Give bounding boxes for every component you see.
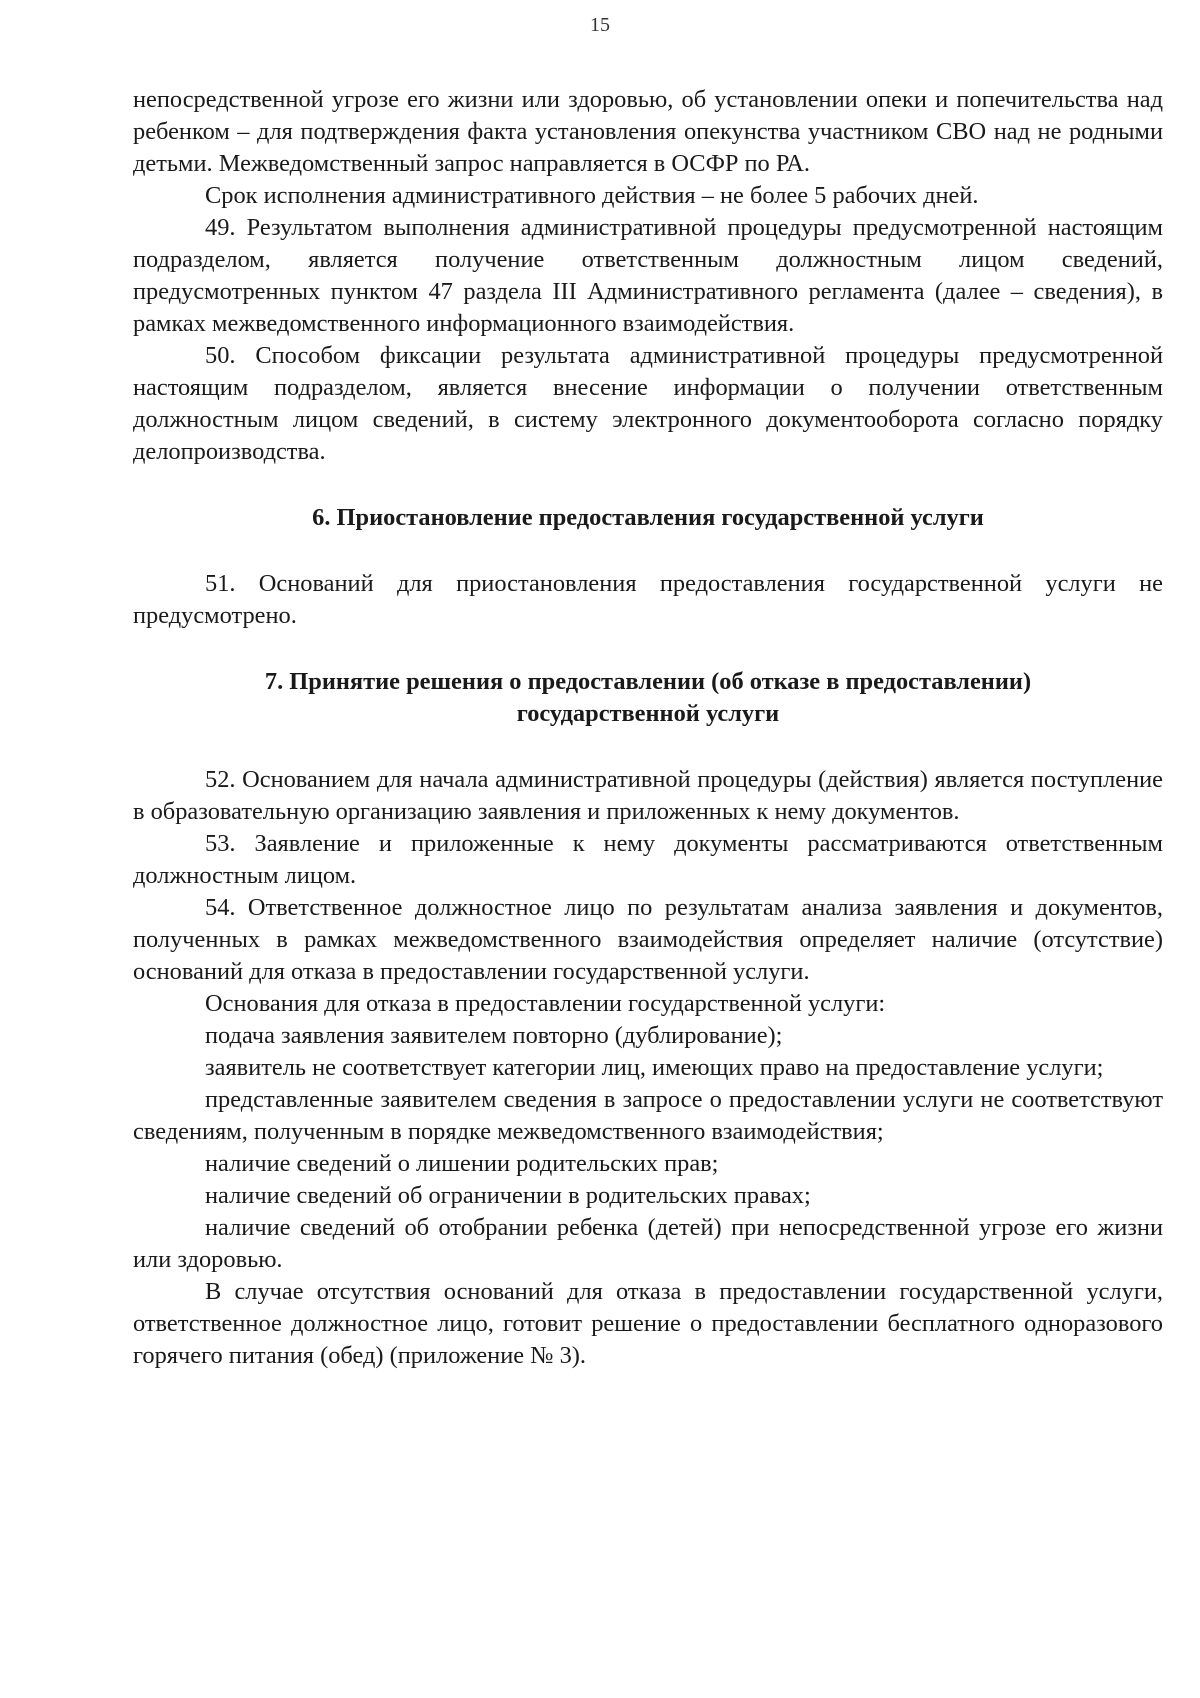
paragraph-refusal-grounds: Основания для отказа в предоставлении государственной услуги: [205, 990, 886, 1017]
paragraph-deadline: Срок исполнения административного действия – не более 5 рабочих дней. [205, 182, 979, 209]
list-item-removal: наличие сведений об отобрании ребенка (детей) при непосредственной угрозе его жизни или здоровью. [133, 1214, 1163, 1273]
list-item-mismatch: представленные заявителем сведения в запросе о предоставлении услуги не соответствуют сведениям, полученным в порядке межведомственного взаимодействия; [133, 1086, 1163, 1145]
paragraph-49: 49. Результатом выполнения административной процедуры предусмотренной настоящим подразделом, является получение ответственным должностным лицом сведений, предусмотренных пунктом 47 раздела III Административного регламента (далее – сведения), в рамках межведомственного информационного взаимодействия. [133, 214, 1163, 337]
page-number: 15 [590, 14, 610, 36]
paragraph-decision: В случае отсутствия оснований для отказа в предоставлении государственной услуги, ответственное должностное лицо, готовит решение о предоставлении бесплатного одноразового горячего питания (обед) (приложение № 3). [133, 1278, 1163, 1369]
section-heading-6: 6. Приостановление предоставления государственной услуги [312, 504, 984, 531]
list-item-category: заявитель не соответствует категории лиц, имеющих право на предоставление услуги; [205, 1054, 1104, 1081]
document-body [133, 84, 1163, 1372]
paragraph-54: 54. Ответственное должностное лицо по результатам анализа заявления и документов, полученных в рамках межведомственного взаимодействия определяет наличие (отсутствие) оснований для отказа в предоставлении государственной услуги. [133, 894, 1163, 985]
section-heading-7-line-1: 7. Принятие решения о предоставлении (об отказе в предоставлении) [264, 668, 1032, 695]
list-item-duplicate: подача заявления заявителем повторно (дублирование); [205, 1022, 783, 1049]
paragraph-52: 52. Основанием для начала административной процедуры (действия) является поступление в образовательную организацию заявления и приложенных к нему документов. [133, 766, 1163, 825]
paragraph-51: 51. Оснований для приостановления предоставления государственной услуги не предусмотрено. [133, 570, 1163, 629]
list-item-restriction: наличие сведений об ограничении в родительских правах; [205, 1182, 811, 1209]
paragraph-50: 50. Способом фиксации результата административной процедуры предусмотренной настоящим подразделом, является внесение информации о получении ответственным должностным лицом сведений, в систему электронного документооборота согласно порядку делопроизводства. [133, 342, 1163, 465]
paragraph-continuation: непосредственной угрозе его жизни или здоровью, об установлении опеки и попечительства над ребенком – для подтверждения факта установления опекунства участником СВО над не родными детьми. Межведомственный запрос направляется в ОСФР по РА. [133, 86, 1163, 177]
list-item-deprivation: наличие сведений о лишении родительских прав; [205, 1150, 719, 1177]
section-heading-7-line-2: государственной услуги [516, 700, 780, 727]
paragraph-53: 53. Заявление и приложенные к нему документы рассматриваются ответственным должностным лицом. [133, 830, 1163, 889]
